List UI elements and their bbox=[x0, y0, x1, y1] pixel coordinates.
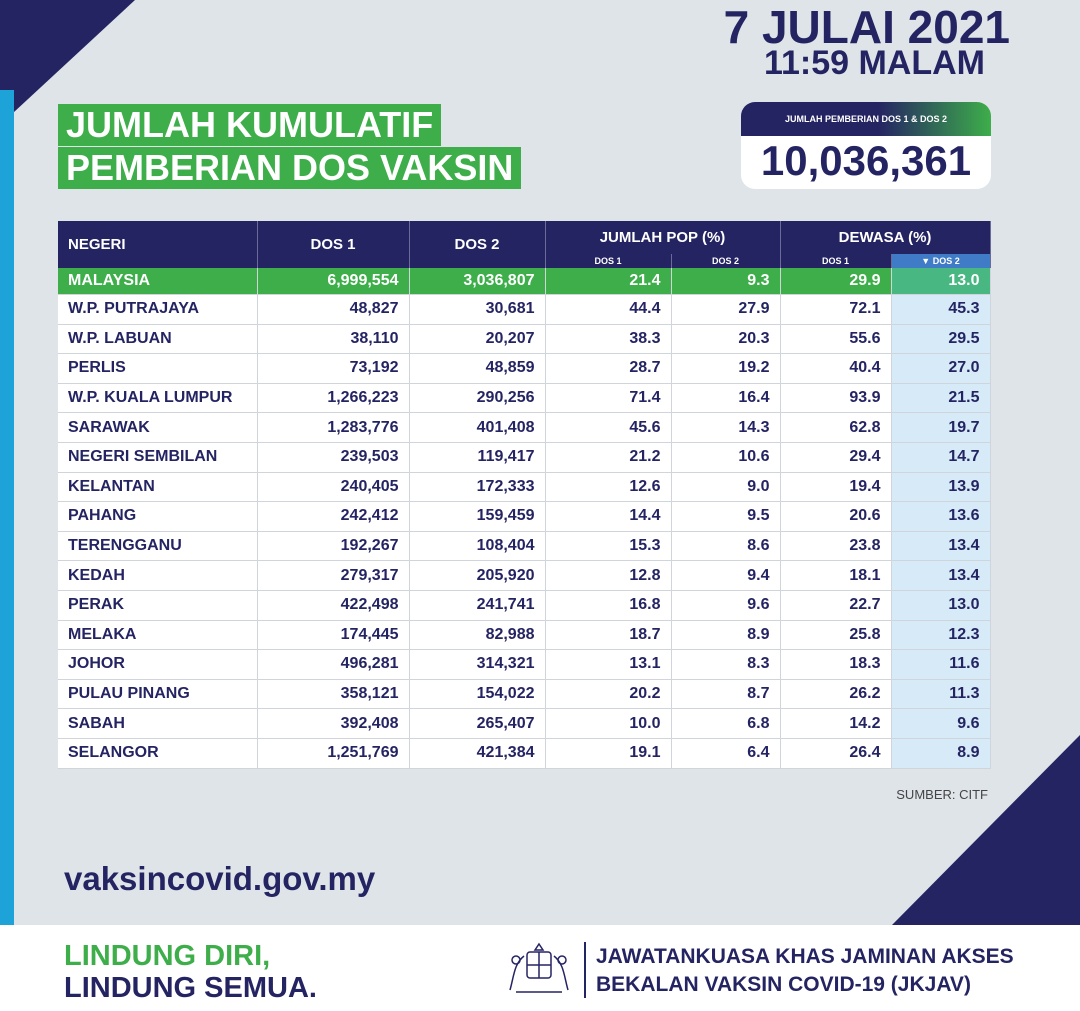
dos1-count: 279,317 bbox=[257, 561, 409, 591]
dos2-count: 290,256 bbox=[409, 383, 545, 413]
dos2-count: 401,408 bbox=[409, 413, 545, 443]
state-name: MELAKA bbox=[58, 620, 257, 650]
pop-dos2-pct: 8.3 bbox=[671, 650, 780, 680]
dos1-count: 358,121 bbox=[257, 679, 409, 709]
total-doses-value: 10,036,361 bbox=[760, 137, 972, 184]
pop-dos1-pct: 12.6 bbox=[545, 472, 671, 502]
dos2-count: 82,988 bbox=[409, 620, 545, 650]
state-name: KEDAH bbox=[58, 561, 257, 591]
adult-dos2-pct: 13.6 bbox=[891, 502, 990, 532]
pop-dos2-pct: 9.4 bbox=[671, 561, 780, 591]
pop-dos2-pct: 8.7 bbox=[671, 679, 780, 709]
adult-dos1-pct: 14.2 bbox=[780, 709, 891, 739]
pop-dos1-pct: 12.8 bbox=[545, 561, 671, 591]
adult-dos2-pct: 13.9 bbox=[891, 472, 990, 502]
pop-dos1-pct: 21.4 bbox=[545, 268, 671, 295]
dos2-count: 154,022 bbox=[409, 679, 545, 709]
table-row bbox=[58, 531, 990, 561]
dos1-count: 422,498 bbox=[257, 590, 409, 620]
total-doses-card bbox=[741, 102, 991, 189]
pop-dos2-pct: 9.0 bbox=[671, 472, 780, 502]
pop-dos1-pct: 15.3 bbox=[545, 531, 671, 561]
dos2-count: 265,407 bbox=[409, 709, 545, 739]
dos1-count: 242,412 bbox=[257, 502, 409, 532]
slogan-line2: LINDUNG SEMUA. bbox=[64, 972, 317, 1004]
website-url[interactable]: vaksincovid.gov.my bbox=[64, 860, 376, 897]
state-name: SELANGOR bbox=[58, 738, 257, 768]
report-date: 7 JULAI 2021 bbox=[723, 1, 1010, 53]
state-name: PERAK bbox=[58, 590, 257, 620]
pop-dos1-pct: 18.7 bbox=[545, 620, 671, 650]
dos1-count: 6,999,554 bbox=[257, 268, 409, 295]
pop-dos2-pct: 8.9 bbox=[671, 620, 780, 650]
pop-dos1-pct: 13.1 bbox=[545, 650, 671, 680]
pop-dos2-pct: 14.3 bbox=[671, 413, 780, 443]
adult-dos2-pct: 29.5 bbox=[891, 324, 990, 354]
pop-dos1-pct: 71.4 bbox=[545, 383, 671, 413]
dos1-count: 38,110 bbox=[257, 324, 409, 354]
header-dos1: DOS 1 bbox=[257, 221, 409, 268]
dos1-count: 392,408 bbox=[257, 709, 409, 739]
adult-dos1-pct: 55.6 bbox=[780, 324, 891, 354]
state-name: TERENGGANU bbox=[58, 531, 257, 561]
table-row bbox=[58, 620, 990, 650]
adult-dos1-pct: 20.6 bbox=[780, 502, 891, 532]
dos1-count: 1,251,769 bbox=[257, 738, 409, 768]
adult-dos1-pct: 22.7 bbox=[780, 590, 891, 620]
vaccination-table bbox=[58, 221, 991, 769]
pop-dos2-pct: 16.4 bbox=[671, 383, 780, 413]
pop-dos2-pct: 9.3 bbox=[671, 268, 780, 295]
footer-divider bbox=[584, 942, 586, 998]
page-title-line2: PEMBERIAN DOS VAKSIN bbox=[58, 147, 521, 189]
adult-dos2-pct: 13.0 bbox=[891, 590, 990, 620]
table-row bbox=[58, 590, 990, 620]
dos2-count: 241,741 bbox=[409, 590, 545, 620]
pop-dos1-pct: 21.2 bbox=[545, 442, 671, 472]
report-time: 11:59 MALAM bbox=[763, 44, 985, 82]
table-row bbox=[58, 295, 990, 325]
pop-dos2-pct: 10.6 bbox=[671, 442, 780, 472]
state-name: PULAU PINANG bbox=[58, 679, 257, 709]
dos2-count: 205,920 bbox=[409, 561, 545, 591]
adult-dos2-pct: 13.0 bbox=[891, 268, 990, 295]
pop-dos1-pct: 28.7 bbox=[545, 354, 671, 384]
header-jumlah-pop: JUMLAH POP (%) bbox=[545, 221, 780, 254]
dos2-count: 421,384 bbox=[409, 738, 545, 768]
malaysia-crest-icon bbox=[500, 940, 578, 998]
adult-dos1-pct: 25.8 bbox=[780, 620, 891, 650]
dos2-count: 108,404 bbox=[409, 531, 545, 561]
adult-dos2-pct: 8.9 bbox=[891, 738, 990, 768]
pop-dos2-pct: 9.6 bbox=[671, 590, 780, 620]
pop-dos1-pct: 45.6 bbox=[545, 413, 671, 443]
adult-dos2-pct: 13.4 bbox=[891, 561, 990, 591]
dos2-count: 48,859 bbox=[409, 354, 545, 384]
adult-dos1-pct: 29.4 bbox=[780, 442, 891, 472]
dos2-count: 314,321 bbox=[409, 650, 545, 680]
state-name: W.P. LABUAN bbox=[58, 324, 257, 354]
adult-dos1-pct: 62.8 bbox=[780, 413, 891, 443]
pop-dos1-pct: 19.1 bbox=[545, 738, 671, 768]
table-row bbox=[58, 679, 990, 709]
table-row bbox=[58, 413, 990, 443]
state-name: PAHANG bbox=[58, 502, 257, 532]
header-dos2: DOS 2 bbox=[409, 221, 545, 268]
dos2-count: 159,459 bbox=[409, 502, 545, 532]
adult-dos2-pct: 9.6 bbox=[891, 709, 990, 739]
adult-dos2-pct: 13.4 bbox=[891, 531, 990, 561]
state-name: W.P. PUTRAJAYA bbox=[58, 295, 257, 325]
adult-dos1-pct: 23.8 bbox=[780, 531, 891, 561]
subheader-dewasa-dos2-sorted[interactable]: ▼ DOS 2 bbox=[891, 254, 990, 268]
slogan-line1: LINDUNG DIRI, bbox=[64, 940, 271, 972]
table-row-total bbox=[58, 268, 990, 295]
state-name: W.P. KUALA LUMPUR bbox=[58, 383, 257, 413]
adult-dos1-pct: 40.4 bbox=[780, 354, 891, 384]
state-name: SABAH bbox=[58, 709, 257, 739]
pop-dos2-pct: 20.3 bbox=[671, 324, 780, 354]
adult-dos2-pct: 45.3 bbox=[891, 295, 990, 325]
adult-dos2-pct: 27.0 bbox=[891, 354, 990, 384]
dos1-count: 192,267 bbox=[257, 531, 409, 561]
adult-dos2-pct: 21.5 bbox=[891, 383, 990, 413]
table-row bbox=[58, 650, 990, 680]
adult-dos1-pct: 18.3 bbox=[780, 650, 891, 680]
dos2-count: 172,333 bbox=[409, 472, 545, 502]
pop-dos1-pct: 38.3 bbox=[545, 324, 671, 354]
dos1-count: 496,281 bbox=[257, 650, 409, 680]
table-row bbox=[58, 738, 990, 768]
pop-dos2-pct: 27.9 bbox=[671, 295, 780, 325]
pop-dos2-pct: 6.4 bbox=[671, 738, 780, 768]
state-name: KELANTAN bbox=[58, 472, 257, 502]
adult-dos1-pct: 93.9 bbox=[780, 383, 891, 413]
pop-dos2-pct: 6.8 bbox=[671, 709, 780, 739]
dos2-count: 119,417 bbox=[409, 442, 545, 472]
dos1-count: 1,266,223 bbox=[257, 383, 409, 413]
state-name: SARAWAK bbox=[58, 413, 257, 443]
state-name: NEGERI SEMBILAN bbox=[58, 442, 257, 472]
committee-line1: JAWATANKUASA KHAS JAMINAN AKSES bbox=[596, 945, 1014, 968]
left-accent-stripe bbox=[0, 90, 14, 1011]
source-note: SUMBER: CITF bbox=[896, 787, 988, 802]
table-row bbox=[58, 472, 990, 502]
committee-line2: BEKALAN VAKSIN COVID-19 (JKJAV) bbox=[596, 973, 971, 996]
dos1-count: 48,827 bbox=[257, 295, 409, 325]
state-name: MALAYSIA bbox=[58, 268, 257, 295]
dos2-count: 3,036,807 bbox=[409, 268, 545, 295]
adult-dos2-pct: 12.3 bbox=[891, 620, 990, 650]
dos1-count: 73,192 bbox=[257, 354, 409, 384]
subheader-pop-dos1: DOS 1 bbox=[545, 254, 671, 268]
subheader-dewasa-dos1: DOS 1 bbox=[780, 254, 891, 268]
page-title-line1: JUMLAH KUMULATIF bbox=[58, 104, 441, 146]
adult-dos1-pct: 19.4 bbox=[780, 472, 891, 502]
table-row bbox=[58, 502, 990, 532]
header-negeri: NEGERI bbox=[58, 221, 257, 268]
adult-dos1-pct: 26.4 bbox=[780, 738, 891, 768]
pop-dos1-pct: 20.2 bbox=[545, 679, 671, 709]
dos2-count: 30,681 bbox=[409, 295, 545, 325]
table-row bbox=[58, 383, 990, 413]
adult-dos2-pct: 19.7 bbox=[891, 413, 990, 443]
table-row bbox=[58, 354, 990, 384]
dos1-count: 174,445 bbox=[257, 620, 409, 650]
pop-dos1-pct: 44.4 bbox=[545, 295, 671, 325]
pop-dos1-pct: 10.0 bbox=[545, 709, 671, 739]
adult-dos2-pct: 11.6 bbox=[891, 650, 990, 680]
adult-dos2-pct: 11.3 bbox=[891, 679, 990, 709]
table-row bbox=[58, 324, 990, 354]
state-name: JOHOR bbox=[58, 650, 257, 680]
pop-dos2-pct: 19.2 bbox=[671, 354, 780, 384]
dos1-count: 239,503 bbox=[257, 442, 409, 472]
pop-dos2-pct: 9.5 bbox=[671, 502, 780, 532]
table-row bbox=[58, 442, 990, 472]
dos2-count: 20,207 bbox=[409, 324, 545, 354]
table-row bbox=[58, 561, 990, 591]
state-name: PERLIS bbox=[58, 354, 257, 384]
pop-dos1-pct: 14.4 bbox=[545, 502, 671, 532]
dos1-count: 1,283,776 bbox=[257, 413, 409, 443]
adult-dos1-pct: 29.9 bbox=[780, 268, 891, 295]
subheader-pop-dos2: DOS 2 bbox=[671, 254, 780, 268]
adult-dos1-pct: 26.2 bbox=[780, 679, 891, 709]
adult-dos1-pct: 18.1 bbox=[780, 561, 891, 591]
adult-dos1-pct: 72.1 bbox=[780, 295, 891, 325]
header-dewasa: DEWASA (%) bbox=[780, 221, 990, 254]
total-doses-label: JUMLAH PEMBERIAN DOS 1 & DOS 2 bbox=[741, 102, 991, 136]
dos1-count: 240,405 bbox=[257, 472, 409, 502]
adult-dos2-pct: 14.7 bbox=[891, 442, 990, 472]
table-row bbox=[58, 709, 990, 739]
pop-dos2-pct: 8.6 bbox=[671, 531, 780, 561]
pop-dos1-pct: 16.8 bbox=[545, 590, 671, 620]
